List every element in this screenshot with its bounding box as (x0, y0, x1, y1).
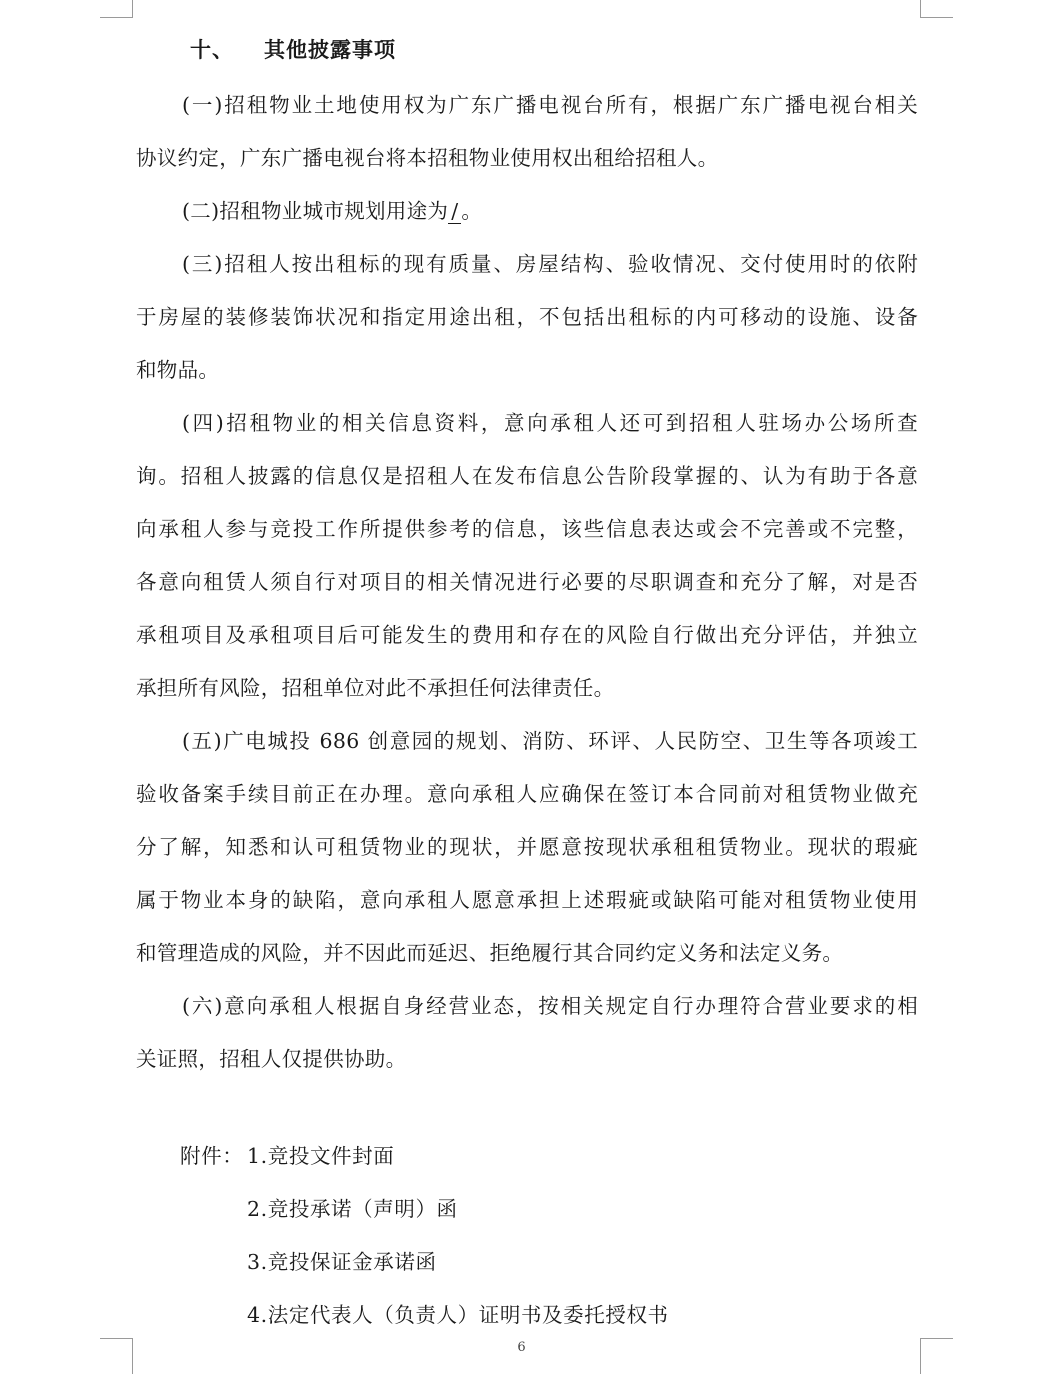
crop-mark-top-right-h (920, 17, 953, 18)
land-use-blank: / (448, 199, 461, 224)
paragraph-2-suffix: 。 (461, 199, 483, 223)
paragraph-4-line-4: 各意向租赁人须自行对项目的相关情况进行必要的尽职调查和充分了解，对是否 (136, 570, 918, 594)
attachment-item: 4.法定代表人（负责人）证明书及委托授权书 (247, 1303, 669, 1327)
paragraph-6-line-2: 关证照，招租人仅提供协助。 (136, 1047, 407, 1071)
crop-mark-top-left (132, 0, 133, 18)
paragraph-3-line-2: 于房屋的装修装饰状况和指定用途出租，不包括出租标的内可移动的设施、设备 (136, 305, 918, 329)
section-heading (190, 34, 396, 64)
paragraph-5-line-2: 验收备案手续目前正在办理。意向承租人应确保在签订本合同前对租赁物业做充 (136, 782, 918, 806)
attachments-label: 附件： (180, 1144, 244, 1168)
paragraph-4-line-6: 承担所有风险，招租单位对此不承担任何法律责任。 (136, 676, 615, 700)
crop-mark-top-right (920, 0, 921, 18)
attachment-item: 1.竞投文件封面 (247, 1144, 395, 1168)
paragraph-1-line-2: 协议约定，广东广播电视台将本招租物业使用权出租给招租人。 (136, 146, 719, 170)
paragraph-3-line-1: (三)招租人按出租标的现有质量、房屋结构、验收情况、交付使用时的依附 (182, 252, 918, 276)
section-title: 其他披露事项 (264, 38, 396, 62)
paragraph-5-line-3: 分了解，知悉和认可租赁物业的现状，并愿意按现状承租租赁物业。现状的瑕疵 (136, 835, 918, 859)
paragraph-5-line-5: 和管理造成的风险，并不因此而延迟、拒绝履行其合同约定义务和法定义务。 (136, 941, 844, 965)
paragraph-4-line-2: 询。招租人披露的信息仅是招租人在发布信息公告阶段掌握的、认为有助于各意 (136, 464, 918, 488)
attachment-item: 2.竞投承诺（声明）函 (247, 1197, 458, 1221)
section-number: 十、 (190, 38, 234, 62)
crop-mark-bottom-left-h (100, 1338, 133, 1339)
paragraph-2 (182, 193, 918, 229)
paragraph-5-line-4: 属于物业本身的缺陷，意向承租人愿意承担上述瑕疵或缺陷可能对租赁物业使用 (136, 888, 918, 912)
paragraph-4-line-5: 承租项目及承租项目后可能发生的费用和存在的风险自行做出充分评估，并独立 (136, 623, 918, 647)
paragraph-4-line-1: (四)招租物业的相关信息资料，意向承租人还可到招租人驻场办公场所查 (182, 411, 918, 435)
crop-mark-top-left-h (100, 17, 133, 18)
paragraph-6-line-1: (六)意向承租人根据自身经营业态，按相关规定自行办理符合营业要求的相 (182, 994, 918, 1018)
attachment-item: 3.竞投保证金承诺函 (247, 1250, 437, 1274)
paragraph-1-line-1: (一)招租物业土地使用权为广东广播电视台所有，根据广东广播电视台相关 (182, 93, 918, 117)
paragraph-3-line-3: 和物品。 (136, 358, 220, 382)
crop-mark-bottom-right-h (920, 1338, 953, 1339)
page-number: 6 (517, 1340, 526, 1355)
paragraph-2-text: (二)招租物业城市规划用途为 (182, 199, 449, 223)
paragraph-5-line-1: (五)广电城投 686 创意园的规划、消防、环评、人民防空、卫生等各项竣工 (182, 729, 918, 753)
paragraph-4-line-3: 向承租人参与竞投工作所提供参考的信息，该些信息表达或会不完善或不完整， (136, 517, 918, 541)
